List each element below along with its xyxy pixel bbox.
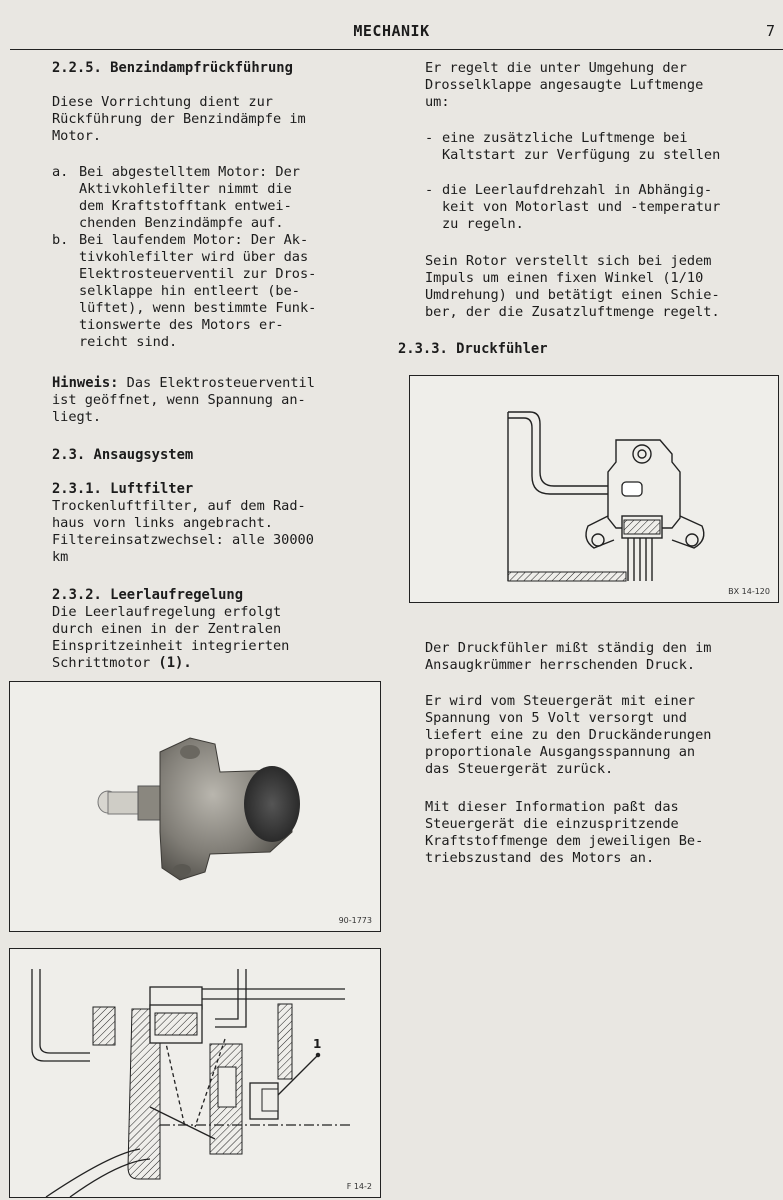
- s231-text: Trockenluftfilter, auf dem Rad- haus vorn links angebracht. Filtereinsatzwechsel: alle 30000 km: [52, 498, 314, 565]
- figure-code-2: F 14-2: [346, 1182, 372, 1191]
- s231-heading: 2.3.1. Luftfilter: [52, 481, 194, 497]
- bullet-text-1: eine zusätzliche Luftmenge bei Kaltstart zur Verfügung zu stellen: [442, 130, 721, 163]
- list-text-a: Bei abgestelltem Motor: Der Aktivkohlefilter nimmt die dem Kraftstofftank entwei- chenden Benzindämpfe auf.: [79, 164, 300, 231]
- right-paragraph-4: Er wird vom Steuergerät mit einer Spannung von 5 Volt versorgt und liefert eine zu den Druckänderungen proportionale Ausgangsspannung an das Steuergerät zurück.: [425, 693, 712, 777]
- right-paragraph-2: Sein Rotor verstellt sich bei jedem Impuls um einen fixen Winkel (1/10 Umdrehung) und betätigt einen Schie- ber, der die Zusatzluftmenge regelt.: [425, 253, 720, 320]
- figure-stepper-motor: [9, 681, 381, 932]
- pressure-sensor-diagram: [410, 376, 778, 602]
- list-marker-b: b.: [52, 232, 69, 248]
- note-text: Das Elektrosteuerventil ist geöffnet, wenn Spannung an- liegt.: [52, 375, 315, 425]
- s225-heading: 2.2.5. Benzindampfrückführung: [52, 60, 293, 76]
- page-header-title: MECHANIK: [353, 22, 430, 40]
- figure-code-1: 90-1773: [338, 916, 372, 925]
- list-item-b: [52, 232, 342, 351]
- note-paragraph: [52, 375, 315, 426]
- s232-body: Die Leerlaufregelung erfolgt durch einen in der Zentralen Einspritzeinheit integrierten Schrittmotor: [52, 604, 290, 671]
- injection-unit-diagram: [10, 949, 380, 1197]
- note-label: Hinweis:: [52, 375, 119, 391]
- s225-intro: Diese Vorrichtung dient zur Rückführung der Benzindämpfe im Motor.: [52, 94, 306, 144]
- figure-pressure-sensor: [409, 375, 779, 603]
- s232-ref: (1).: [158, 655, 192, 671]
- bullet-text-2: die Leerlaufdrehzahl in Abhängig- keit von Motorlast und -temperatur zu regeln.: [442, 182, 721, 232]
- header-rule: [10, 49, 783, 50]
- list-text-b: Bei laufendem Motor: Der Ak- tivkohlefilter wird über das Elektrosteuerventil zur Dros- selklappe hin entleert (be- lüftet), wenn bestimmte Funk- tionswerte des Motors er- reicht sind.: [79, 232, 317, 350]
- bullet-item-2: [425, 182, 765, 233]
- bullet-marker-1: -: [425, 130, 434, 146]
- stepper-motor-illustration: [10, 682, 380, 931]
- list-item-a: [52, 164, 342, 232]
- page-number: 7: [766, 22, 776, 40]
- right-paragraph-5: Mit dieser Information paßt das Steuergerät die einzuspritzende Kraftstoffmenge dem jeweiligen Be- triebszustand des Motors an.: [425, 799, 704, 866]
- s232-heading: 2.3.2. Leerlaufregelung: [52, 587, 244, 603]
- figure-injection-unit-section: [9, 948, 381, 1198]
- figure-code-3: BX 14-120: [728, 587, 770, 596]
- bullet-marker-2: -: [425, 182, 434, 198]
- callout-label-1: 1: [313, 1037, 322, 1051]
- s233-heading: 2.3.3. Druckfühler: [398, 341, 548, 357]
- right-paragraph-1: Er regelt die unter Umgehung der Drosselklappe angesaugte Luftmenge um:: [425, 60, 704, 110]
- bullet-item-1: [425, 130, 765, 164]
- s23-heading: 2.3. Ansaugsystem: [52, 447, 194, 463]
- right-paragraph-3: Der Druckfühler mißt ständig den im Ansaugkrümmer herrschenden Druck.: [425, 640, 712, 673]
- list-marker-a: a.: [52, 164, 69, 180]
- s232-text: [52, 604, 289, 672]
